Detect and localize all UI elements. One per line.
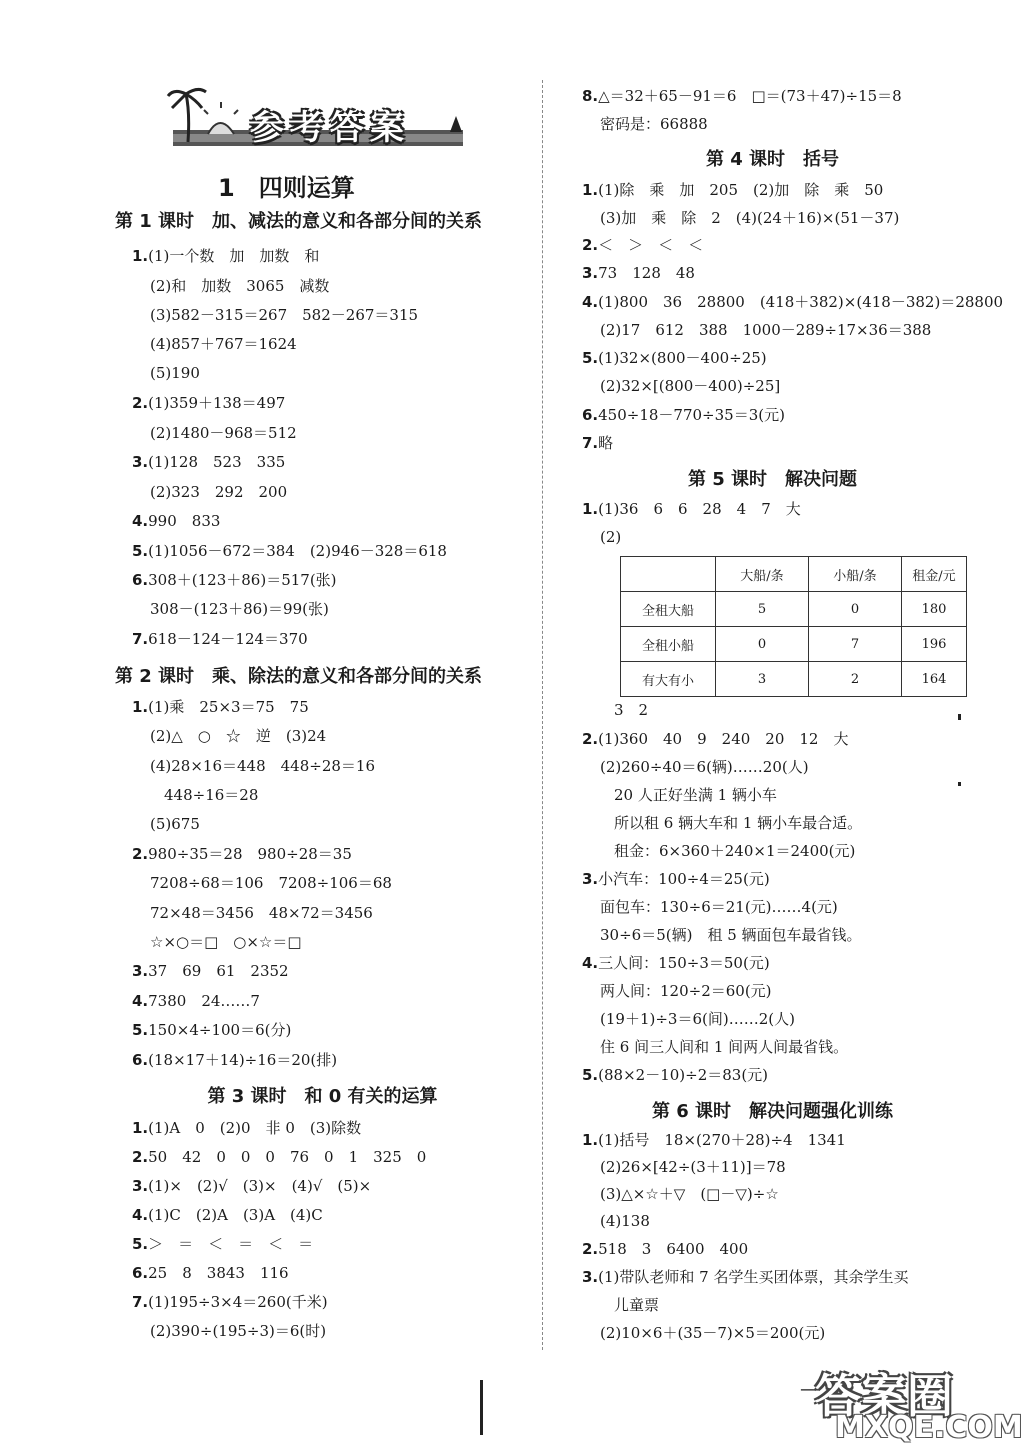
- answer-line: [582, 1267, 908, 1287]
- question-number: 3.: [132, 1177, 149, 1195]
- watermark-url: MXQE.COM: [835, 1410, 1023, 1445]
- table-header-row: [621, 557, 967, 592]
- answer-line: [582, 869, 770, 889]
- answer-line: [150, 334, 297, 354]
- answer-line: [614, 1295, 659, 1315]
- question-number: 5.: [132, 1021, 149, 1039]
- answer-text: ＜ ＞ ＜ ＜: [598, 236, 704, 254]
- table-row: [621, 627, 967, 662]
- answer-line: [132, 246, 319, 266]
- answer-line: [150, 873, 392, 893]
- table-cell: 180: [902, 592, 967, 627]
- answer-text: 租金：6×360＋240×1＝2400(元): [614, 842, 856, 860]
- answer-text: (2): [600, 528, 622, 546]
- answer-line: [132, 1020, 291, 1040]
- answer-line: [132, 393, 285, 413]
- question-number: 1.: [132, 1119, 149, 1137]
- answer-text: 7208÷68＝106 7208÷106＝68: [150, 874, 392, 892]
- question-number: 3.: [582, 264, 599, 282]
- answer-line: [132, 1118, 361, 1138]
- answer-text: 两人间：120÷2＝60(元): [600, 982, 772, 1000]
- answer-text: 50 42 0 0 0 76 0 1 325 0: [148, 1148, 427, 1166]
- answer-text: (1)C (2)A (3)A (4)C: [148, 1206, 323, 1224]
- answer-line: [132, 1176, 371, 1196]
- answer-text: (2)和 加数 3065 减数: [150, 277, 330, 295]
- question-number: 7.: [132, 630, 149, 648]
- answer-text: (5)675: [150, 815, 200, 833]
- answer-text: 37 69 61 2352: [148, 962, 289, 980]
- answer-line: [150, 756, 375, 776]
- answer-text: (1)360 40 9 240 20 12 大: [598, 730, 849, 748]
- answer-line: [132, 1147, 426, 1167]
- answer-text: 所以租 6 辆大车和 1 辆小车最合适。: [614, 814, 863, 832]
- answer-line: [582, 729, 848, 749]
- table-cell: 5: [716, 592, 809, 627]
- answer-text: (3)582－315＝267 582－267＝315: [150, 306, 419, 324]
- answer-line: [600, 981, 772, 1001]
- question-number: 4.: [132, 512, 149, 530]
- answer-line: [582, 86, 902, 106]
- answer-text: (1)除 乘 加 205 (2)加 除 乘 50: [598, 181, 884, 199]
- scan-mark: [958, 714, 961, 720]
- answer-text: 618－124－124＝370: [148, 630, 308, 648]
- answer-line: [150, 482, 287, 502]
- answer-line: [582, 1130, 846, 1150]
- answer-line: [132, 1050, 337, 1070]
- answer-line: [600, 1009, 795, 1029]
- table-cell: 0: [809, 592, 902, 627]
- question-number: 4.: [582, 954, 599, 972]
- answer-text: 略: [598, 434, 614, 452]
- answer-line: [132, 991, 260, 1011]
- answer-line: [132, 452, 285, 472]
- answer-text: (1)36 6 6 28 4 7 大: [598, 500, 801, 518]
- answer-line: [582, 235, 703, 255]
- answer-line: [600, 320, 931, 340]
- question-number: 5.: [132, 542, 149, 560]
- question-number: 6.: [582, 406, 599, 424]
- question-number: 1.: [582, 181, 599, 199]
- answer-line: [614, 785, 777, 805]
- answer-text: (1)括号 18×(270＋28)÷4 1341: [598, 1131, 846, 1149]
- table-cell: 7: [809, 627, 902, 662]
- answer-text: (3)△×☆＋▽ (□－▽)÷☆: [600, 1185, 779, 1203]
- answer-text: (4)857＋767＝1624: [150, 335, 297, 353]
- answer-text: 30÷6＝5(辆) 租 5 辆面包车最省钱。: [600, 926, 862, 944]
- question-number: 8.: [582, 87, 599, 105]
- answer-text: (18×17＋14)÷16＝20(排): [148, 1051, 338, 1069]
- table-header-cell: 租金/元: [902, 557, 967, 592]
- lesson-heading: 第 5 课时 解决问题: [687, 469, 858, 490]
- question-number: 5.: [132, 1235, 149, 1253]
- answer-text: (2)17 612 388 1000－289÷17×36＝388: [600, 321, 932, 339]
- answer-line: [150, 363, 200, 383]
- answer-line: [132, 961, 289, 981]
- answer-line: [600, 925, 862, 945]
- answer-line: [582, 292, 1003, 312]
- question-number: 2.: [582, 236, 599, 254]
- table-cell: 2: [809, 662, 902, 697]
- answer-text: 518 3 6400 400: [598, 1240, 749, 1258]
- answer-text: (1)一个数 加 加数 和: [148, 247, 320, 265]
- answer-text: (2)26×[42÷(3＋11)]＝78: [600, 1158, 786, 1176]
- answer-line: [132, 541, 447, 561]
- table-cell: 0: [716, 627, 809, 662]
- lesson-heading: 第 6 课时 解决问题强化训练: [651, 1101, 894, 1122]
- answer-line: [150, 932, 302, 952]
- table-cell: 3: [716, 662, 809, 697]
- answer-text: 450÷18－770÷35＝3(元): [598, 406, 785, 424]
- answer-text: 住 6 间三人间和 1 间两人间最省钱。: [600, 1038, 849, 1056]
- answer-line: [132, 844, 352, 864]
- answer-line: [150, 726, 326, 746]
- answer-text: 25 8 3843 116: [148, 1264, 289, 1282]
- table-row: [621, 662, 967, 697]
- answer-text: (88×2－10)÷2＝83(元): [598, 1066, 769, 1084]
- question-number: 4.: [582, 293, 599, 311]
- answer-line: [600, 757, 809, 777]
- answer-text: 73 128 48: [598, 264, 695, 282]
- answer-text: 3 2: [614, 701, 649, 719]
- answer-line: [600, 114, 708, 134]
- answer-line: [132, 1263, 289, 1283]
- answer-text: (1)乘 25×3＝75 75: [148, 698, 309, 716]
- question-number: 5.: [582, 1066, 599, 1084]
- answer-line: [600, 527, 621, 547]
- question-number: 2.: [132, 1148, 149, 1166]
- answer-line: [614, 813, 862, 833]
- answer-text: (3)加 乘 除 2 (4)(24＋16)×(51－37): [600, 209, 900, 227]
- answer-line: [582, 263, 695, 283]
- scan-mark: [958, 782, 961, 786]
- question-number: 3.: [132, 962, 149, 980]
- question-number: 5.: [582, 349, 599, 367]
- answer-text: (1)1056－672＝384 (2)946－328＝618: [148, 542, 447, 560]
- answer-text: 980÷35＝28 980÷28＝35: [148, 845, 352, 863]
- answer-line: [582, 433, 613, 453]
- chapter-title: 1 四则运算: [218, 174, 355, 202]
- answer-line: [600, 1037, 848, 1057]
- answer-line: [582, 1065, 768, 1085]
- answer-text: 150×4÷100＝6(分): [148, 1021, 292, 1039]
- scan-mark: [480, 1380, 483, 1435]
- answer-text: 面包车：130÷6＝21(元)……4(元): [600, 898, 838, 916]
- answer-text: (2)10×6＋(35－7)×5＝200(元): [600, 1324, 826, 1342]
- answer-text: (2)△ ○ ☆ 逆 (3)24: [150, 727, 327, 745]
- answer-text: 308－(123＋86)＝99(张): [150, 600, 329, 618]
- table-row: [621, 592, 967, 627]
- answer-line: [132, 1292, 328, 1312]
- answer-line: [132, 629, 308, 649]
- question-number: 1.: [132, 247, 149, 265]
- answer-text: (2)1480－968＝512: [150, 424, 297, 442]
- watermark-logo: 答案圈: [815, 1369, 953, 1423]
- question-number: 3.: [132, 453, 149, 471]
- answer-line: [150, 599, 329, 619]
- answer-text: (1)带队老师和 7 名学生买团体票，其余学生买: [598, 1268, 909, 1286]
- answer-text: (1)× (2)√ (3)× (4)√ (5)×: [148, 1177, 372, 1195]
- table-cell: 164: [902, 662, 967, 697]
- answer-line: [600, 897, 838, 917]
- question-number: 1.: [582, 500, 599, 518]
- question-number: 6.: [132, 571, 149, 589]
- answer-text: 20 人正好坐满 1 辆小车: [614, 786, 777, 804]
- answer-text: (1)195÷3×4＝260(千米): [148, 1293, 328, 1311]
- answer-line: [582, 499, 801, 519]
- answer-text: 448÷16＝28: [164, 786, 259, 804]
- answer-text: ☆×○＝□ ○×☆＝□: [150, 933, 302, 951]
- answer-text: (19＋1)÷3＝6(间)……2(人): [600, 1010, 795, 1028]
- question-number: 6.: [132, 1051, 149, 1069]
- question-number: 2.: [132, 845, 149, 863]
- page-title: 参考答案: [250, 108, 410, 148]
- lesson-heading: 第 4 课时 括号: [705, 149, 840, 170]
- answer-text: (1)32×(800－400÷25): [598, 349, 767, 367]
- answer-line: [150, 1321, 326, 1341]
- answer-line: [614, 841, 855, 861]
- answer-text: (5)190: [150, 364, 200, 382]
- answer-line: [150, 305, 418, 325]
- answer-line: [600, 376, 780, 396]
- answer-line: [132, 570, 337, 590]
- watermark-prefix: —: [800, 1376, 820, 1400]
- answer-text: △＝32＋65－91＝6 □＝(73＋47)÷15＝8: [598, 87, 902, 105]
- answer-text: (2)260÷40＝6(辆)……20(人): [600, 758, 809, 776]
- answer-line: [150, 814, 200, 834]
- answer-text: (1)A 0 (2)0 非 0 (3)除数: [148, 1119, 362, 1137]
- answer-text: 儿童票: [614, 1296, 660, 1314]
- answer-text: ＞ ＝ ＜ ＝ ＜ ＝: [148, 1235, 314, 1253]
- answer-line: [600, 1184, 779, 1204]
- answer-line: [132, 697, 309, 717]
- table-header-cell: [621, 557, 716, 592]
- answer-line: [582, 953, 770, 973]
- answer-text: (1)128 523 335: [148, 453, 286, 471]
- answer-text: 三人间：150÷3＝50(元): [598, 954, 770, 972]
- question-number: 7.: [132, 1293, 149, 1311]
- answer-text: 72×48＝3456 48×72＝3456: [150, 904, 373, 922]
- question-number: 3.: [582, 1268, 599, 1286]
- answer-line: [150, 903, 373, 923]
- answer-text: (2)390÷(195÷3)＝6(时): [150, 1322, 327, 1340]
- table-header-cell: 大船/条: [716, 557, 809, 592]
- answer-line: [582, 180, 883, 200]
- answer-line: [614, 700, 648, 720]
- answer-line: [582, 405, 785, 425]
- question-number: 7.: [582, 434, 599, 452]
- answer-text: (4)28×16＝448 448÷28＝16: [150, 757, 375, 775]
- answer-text: (1)359＋138＝497: [148, 394, 286, 412]
- answer-text: 990 833: [148, 512, 221, 530]
- answer-line: [600, 1211, 650, 1231]
- question-number: 4.: [132, 1206, 149, 1224]
- question-number: 4.: [132, 992, 149, 1010]
- table-cell: 全租小船: [621, 627, 716, 662]
- answer-line: [150, 423, 297, 443]
- lesson-heading: 第 2 课时 乘、除法的意义和各部分间的关系: [115, 666, 483, 687]
- boat-rental-table: [620, 556, 967, 697]
- question-number: 1.: [582, 1131, 599, 1149]
- answer-text: 小汽车：100÷4＝25(元): [598, 870, 770, 888]
- answer-line: [150, 276, 329, 296]
- answer-line: [600, 1157, 786, 1177]
- answer-line: [132, 511, 220, 531]
- question-number: 2.: [582, 1240, 599, 1258]
- answer-line: [582, 1239, 748, 1259]
- answer-line: [132, 1205, 323, 1225]
- answer-text: 密码是：66888: [600, 115, 708, 133]
- question-number: 6.: [132, 1264, 149, 1282]
- answer-text: 7380 24……7: [148, 992, 260, 1010]
- answer-line: [600, 1323, 825, 1343]
- table-cell: 196: [902, 627, 967, 662]
- question-number: 2.: [582, 730, 599, 748]
- table-cell: 全租大船: [621, 592, 716, 627]
- answer-line: [582, 348, 767, 368]
- question-number: 3.: [582, 870, 599, 888]
- answer-text: (2)323 292 200: [150, 483, 288, 501]
- column-divider: [542, 80, 543, 1350]
- question-number: 1.: [132, 698, 149, 716]
- answer-text: 308＋(123＋86)＝517(张): [148, 571, 337, 589]
- answer-text: (2)32×[(800－400)÷25]: [600, 377, 781, 395]
- answer-line: [164, 785, 258, 805]
- question-number: 2.: [132, 394, 149, 412]
- table-header-cell: 小船/条: [809, 557, 902, 592]
- lesson-heading: 第 3 课时 和 0 有关的运算: [207, 1086, 438, 1107]
- lesson-heading: 第 1 课时 加、减法的意义和各部分间的关系: [115, 211, 483, 232]
- table-cell: 有大有小: [621, 662, 716, 697]
- answer-text: (1)800 36 28800 (418＋382)×(418－382)＝28800: [598, 293, 1004, 311]
- answer-line: [600, 208, 899, 228]
- answer-line: [132, 1234, 313, 1254]
- answer-text: (4)138: [600, 1212, 650, 1230]
